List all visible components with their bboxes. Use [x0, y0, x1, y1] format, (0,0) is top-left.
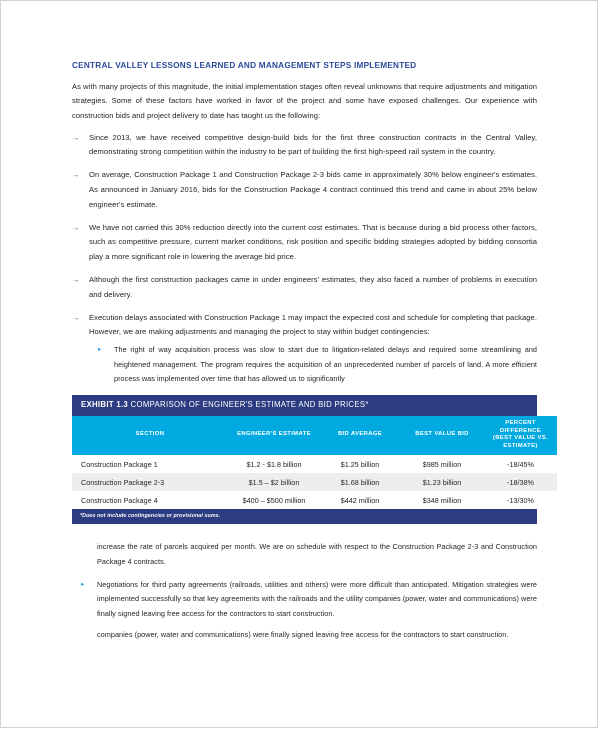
arrow-bullet-icon: →	[72, 274, 80, 284]
sub-bullet-item	[81, 578, 537, 621]
sub-bullet-text: The right of way acquisition process was slow to start due to litigation-related delays and required some streamlining and heightened management. The program requires the acquisition of an unprecedented number of parcels of land. A more efficient process was implemented over time that has allowed us to significantly	[114, 345, 537, 383]
arrow-bullet-icon: →	[72, 222, 80, 232]
arrow-bullet-icon: →	[72, 170, 80, 180]
cell-engineers-estimate: $400 – $500 million	[228, 491, 320, 509]
exhibit-table-block	[72, 395, 549, 524]
exhibit-footnote: *Does not include contingencies or provisional sums.	[72, 509, 537, 524]
cell-bid-average: $1.68 billion	[320, 473, 400, 491]
cell-engineers-estimate: $1.2 - $1.8 billion	[228, 455, 320, 473]
cell-section: Construction Package 1	[72, 455, 228, 473]
bullet-item	[72, 168, 537, 212]
cell-section: Construction Package 4	[72, 491, 228, 509]
page-title: CENTRAL VALLEY LESSONS LEARNED AND MANAGEMENT STEPS IMPLEMENTED	[72, 61, 417, 70]
bullet-item	[72, 221, 537, 265]
sub-bullet-text: Negotiations for third party agreements (railroads, utilities and others) were more difficult than anticipated. Mitigation strategies were implemented successfully so that key agreements with the railroads and the utility companies (power, water and communications) were finally signed leaving free access for the contractors to start construction.	[97, 579, 537, 618]
bullet-item	[72, 131, 537, 161]
table-header-row	[72, 416, 557, 455]
bullet-text: We have not carried this 30% reduction directly into the current cost estimates. That is because during a bid process other factors, such as competitive pressure, current market conditions, risk position and specific bidding strategies adopted by bidding consortia play a more significant role in lowering the average bid price.	[89, 222, 537, 262]
cell-bid-average: $442 million	[320, 491, 400, 509]
exhibit-title-text: COMPARISON OF ENGINEER'S ESTIMATE AND BID PRICES*	[130, 400, 369, 410]
bullet-text: Although the first construction packages came in under engineers' estimates, they also faced a number of problems in execution and delivery.	[89, 274, 537, 299]
triangle-bullet-icon: ▸	[81, 580, 85, 588]
triangle-bullet-icon: ▸	[98, 346, 102, 354]
table-row	[72, 473, 557, 491]
cell-percent-difference: -13/30%	[484, 491, 557, 509]
arrow-bullet-icon: →	[72, 132, 80, 142]
cell-percent-difference: -18/38%	[484, 473, 557, 491]
page-content	[72, 61, 549, 642]
exhibit-title-bar	[72, 395, 537, 416]
column-header-best-value-bid: BEST VALUE BID	[400, 416, 484, 455]
bullet-text: Since 2013, we have received competitive design-build bids for the first three construction contracts in the Central Valley, demonstrating strong competition within the industry to be part of building the first high-speed rail system in the country.	[89, 132, 537, 157]
cell-bid-average: $1.25 billion	[320, 455, 400, 473]
tail-paragraph: companies (power, water and communications) were finally signed leaving free access for the contractors to start construction.	[97, 630, 509, 639]
table-header	[72, 416, 557, 455]
column-header-bid-average: BID AVERAGE	[320, 416, 400, 455]
exhibit-data-table	[72, 416, 557, 509]
percent-difference-subtitle: (BEST VALUE VS. ESTIMATE)	[492, 435, 549, 449]
continuation-paragraph: increase the rate of parcels acquired per month. We are on schedule with respect to the Construction Package 2-3 and Construction Package 4 contracts.	[97, 542, 537, 566]
bullet-text: Execution delays associated with Construction Package 1 may impact the expected cost and schedule for completing that package. However, we are making adjustments and managing the project to stay within budget contingencies:	[89, 312, 537, 337]
percent-difference-title: PERCENT DIFFERENCE	[499, 420, 542, 434]
lessons-bullet-list	[72, 131, 537, 387]
post-table-content	[72, 540, 537, 642]
intro-paragraph: As with many projects of this magnitude, the initial implementation stages often reveal unknowns that require adjustments and mitigation strategies. Some of these factors have worked in favor of the project and some have exposed challenges. Our experience with construction bids and project delivery to date has taught us the following:	[72, 81, 537, 120]
exhibit-label: EXHIBIT 1.3	[81, 400, 129, 410]
cell-engineers-estimate: $1.5 – $2 billion	[228, 473, 320, 491]
bullet-item	[72, 311, 537, 387]
table-row	[72, 455, 557, 473]
cell-best-value-bid: $348 million	[400, 491, 484, 509]
table-row	[72, 491, 557, 509]
bullet-text: On average, Construction Package 1 and Construction Package 2-3 bids came in approximately 30% below engineer's estimates. As announced in January 2016, bids for the Construction Package 4 contract continued this trend and came in about 25% below engineer's estimate.	[89, 170, 537, 209]
column-header-section: SECTION	[72, 416, 228, 455]
cell-best-value-bid: $1.23 billion	[400, 473, 484, 491]
arrow-bullet-icon: →	[72, 312, 80, 322]
cell-best-value-bid: $985 million	[400, 455, 484, 473]
cell-section: Construction Package 2-3	[72, 473, 228, 491]
post-table-sub-bullet-list	[72, 578, 537, 621]
sub-bullet-list	[89, 343, 537, 386]
column-header-percent-difference	[484, 416, 557, 455]
column-header-engineers-estimate: ENGINEER'S ESTIMATE	[228, 416, 320, 455]
cell-percent-difference: -18/45%	[484, 455, 557, 473]
sub-bullet-item	[98, 343, 537, 386]
table-body	[72, 455, 557, 509]
bullet-item	[72, 273, 537, 303]
